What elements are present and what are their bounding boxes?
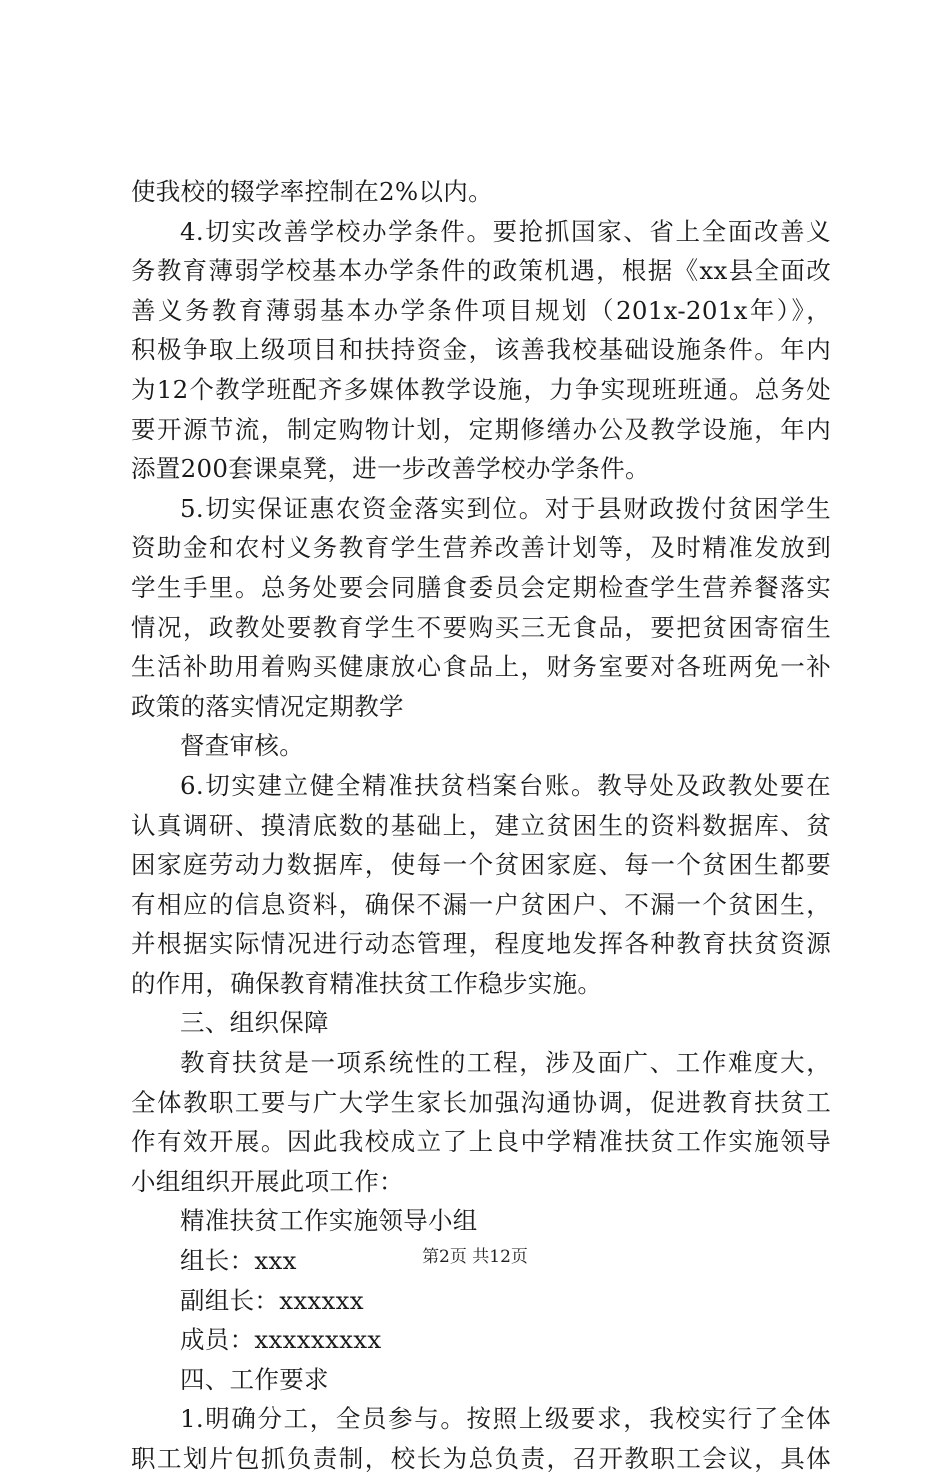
text-line: 的作用，确保教育精准扶贫工作稳步实施。 [131,968,603,998]
text-line: 成员：xxxxxxxxx [180,1325,382,1355]
text-line: 作有效开展。因此我校成立了上良中学精准扶贫工作实施领导 [131,1127,831,1157]
text-line: 组长：xxx [180,1246,297,1276]
text-line: 三、组织保障 [180,1008,329,1038]
text-line: 教育扶贫是一项系统性的工程，涉及面广、工作难度大， [180,1048,831,1078]
text-line: 情况，政教处要教育学生不要购买三无食品，要把贫困寄宿生 [131,612,831,642]
text-line: 4.切实改善学校办学条件。要抢抓国家、省上全面改善义 [180,216,831,246]
text-line: 认真调研、摸清底数的基础上，建立贫困生的资料数据库、贫 [131,810,831,840]
text-line: 小组组织开展此项工作： [131,1166,404,1196]
text-line: 有相应的信息资料，确保不漏一户贫困户、不漏一个贫困生， [131,889,831,919]
text-line: 为12个教学班配齐多媒体教学设施，力争实现班班通。总务处 [131,374,831,404]
text-line: 1.明确分工，全员参与。按照上级要求，我校实行了全体 [180,1404,831,1434]
text-line: 5.切实保证惠农资金落实到位。对于县财政拨付贫困学生 [180,493,831,523]
document-body [131,172,831,1479]
page-footer: 第2页 共12页 [422,1247,528,1267]
text-line: 资助金和农村义务教育学生营养改善计划等，及时精准发放到 [131,533,831,563]
text-line: 职工划片包抓负责制，校长为总负责，召开教职工会议，具体 [131,1444,831,1473]
text-line: 精准扶贫工作实施领导小组 [180,1206,478,1236]
text-line: 务教育薄弱学校基本办学条件的政策机遇，根据《xx县全面改 [131,256,831,286]
text-line: 政策的落实情况定期教学 [131,691,404,721]
text-line: 并根据实际情况进行动态管理，程度地发挥各种教育扶贫资源 [131,929,831,959]
text-line: 督查审核。 [180,731,304,761]
text-line: 积极争取上级项目和扶持资金，该善我校基础设施条件。年内 [131,335,831,365]
text-line: 使我校的辍学率控制在2%以内。 [131,177,493,206]
text-line: 困家庭劳动力数据库，使每一个贫困家庭、每一个贫困生都要 [131,850,831,880]
text-line: 善义务教育薄弱基本办学条件项目规划（201x-201x年）》， [131,295,831,325]
text-line: 学生手里。总务处要会同膳食委员会定期检查学生营养餐落实 [131,572,831,602]
text-line: 副组长：xxxxxx [180,1285,364,1315]
text-line: 全体教职工要与广大学生家长加强沟通协调，促进教育扶贫工 [131,1087,831,1117]
text-line: 生活补助用着购买健康放心食品上，财务室要对各班两免一补 [131,652,831,682]
text-line: 要开源节流，制定购物计划，定期修缮办公及教学设施，年内 [131,414,831,444]
text-line: 添置200套课桌凳，进一步改善学校办学条件。 [131,454,650,484]
text-line: 6.切实建立健全精准扶贫档案台账。教导处及政教处要在 [180,770,831,800]
text-line: 四、工作要求 [180,1364,329,1394]
